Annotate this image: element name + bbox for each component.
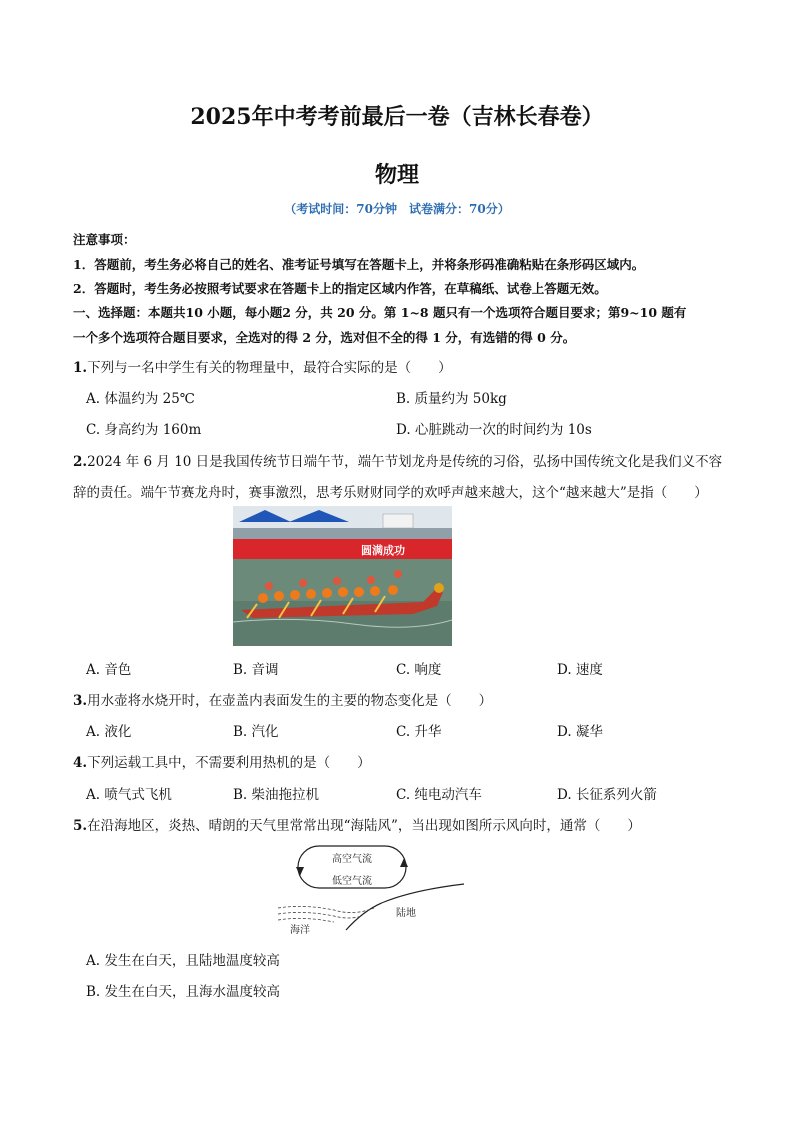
question-1-number: 1. (73, 360, 88, 376)
question-4-stem (73, 751, 371, 771)
notice-heading: 注意事项： (73, 232, 136, 247)
question-1-text: 下列与一名中学生有关的物理量中，最符合实际的是（ ） (87, 360, 452, 376)
q3-option-c: C. 升华 (396, 724, 442, 740)
q5-option-a: A. 发生在白天，且陆地温度较高 (86, 953, 280, 969)
question-4-number: 4. (73, 755, 88, 771)
question-4-text: 下列运载工具中，不需要利用热机的是（ ） (87, 755, 371, 771)
dragon-boat-photo (233, 506, 452, 646)
question-2-number: 2. (73, 454, 88, 470)
q1-option-c: C. 身高约为 160m (86, 422, 202, 438)
section-instructions-line2: 一个多个选项符合题目要求，全选对的得 2 分，选对但不全的得 1 分，有选错的得 0 分。 (73, 330, 576, 345)
q2-option-a: A. 音色 (86, 662, 132, 678)
q4-option-d: D. 长征系列火箭 (557, 787, 657, 803)
notice-item-2: 2．答题时，考生务必按照考试要求在答题卡上的指定区域内作答，在草稿纸、试卷上答题无效。 (73, 281, 607, 296)
section-instructions-line1: 一、选择题：本题共10 小题，每小题2 分，共 20 分。第 1~8 题只有一个选项符合题目要求；第9~10 题有 (73, 305, 687, 320)
q2-option-b: B. 音调 (233, 662, 279, 678)
question-3-text: 用水壶将水烧开时，在壶盖内表面发生的主要的物态变化是（ ） (87, 693, 493, 709)
q4-option-a: A. 喷气式飞机 (86, 787, 172, 803)
q1-option-a: A. 体温约为 25℃ (86, 391, 195, 407)
question-3-number: 3. (73, 693, 88, 709)
notice-item-1: 1．答题前，考生务必将自己的姓名、准考证号填写在答题卡上，并将条形码准确粘贴在条形码区域内。 (73, 257, 645, 272)
q2-option-d: D. 速度 (557, 662, 603, 678)
exam-info: （考试时间：70分钟 试卷满分：70分） (284, 202, 510, 216)
q2-option-c: C. 响度 (396, 662, 442, 678)
diagram-lower-air-label: 低空气流 (332, 876, 372, 887)
question-5-text: 在沿海地区，炎热、晴朗的天气里常常出现“海陆风”，当出现如图所示风向时，通常（ ） (87, 818, 641, 834)
q3-option-a: A. 液化 (86, 724, 132, 740)
question-2-stem-line2: 辞的责任。端午节赛龙舟时，赛事激烈，思考乐财财同学的欢呼声越来越大，这个“越来越大”是指（ ） (73, 485, 708, 501)
question-3-stem (73, 689, 492, 709)
diagram-land-label: 陆地 (396, 908, 416, 919)
banner-text: 圆满成功 (361, 544, 405, 557)
question-1-stem (73, 356, 452, 376)
diagram-upper-air-label: 高空气流 (332, 854, 372, 865)
diagram-sea-label: 海洋 (290, 925, 310, 936)
q3-option-b: B. 汽化 (233, 724, 279, 740)
question-2-text-line1: 2024 年 6 月 10 日是我国传统节日端午节，端午节划龙舟是传统的习俗，弘扬中国传统文化是我们义不容 (87, 454, 723, 470)
question-5-stem (73, 814, 641, 834)
question-2-stem-line1 (73, 450, 722, 470)
question-5-number: 5. (73, 818, 88, 834)
q4-option-c: C. 纯电动汽车 (396, 787, 482, 803)
q5-option-b: B. 发生在白天，且海水温度较高 (86, 984, 281, 1000)
paper-title: 2025年中考考前最后一卷（吉林长春卷） (190, 104, 604, 130)
subject-title: 物理 (374, 162, 419, 188)
q1-option-d: D. 心脏跳动一次的时间约为 10s (396, 422, 592, 438)
sea-land-breeze-diagram (274, 840, 474, 936)
q4-option-b: B. 柴油拖拉机 (233, 787, 320, 803)
q3-option-d: D. 凝华 (557, 724, 603, 740)
q1-option-b: B. 质量约为 50kg (396, 391, 507, 407)
